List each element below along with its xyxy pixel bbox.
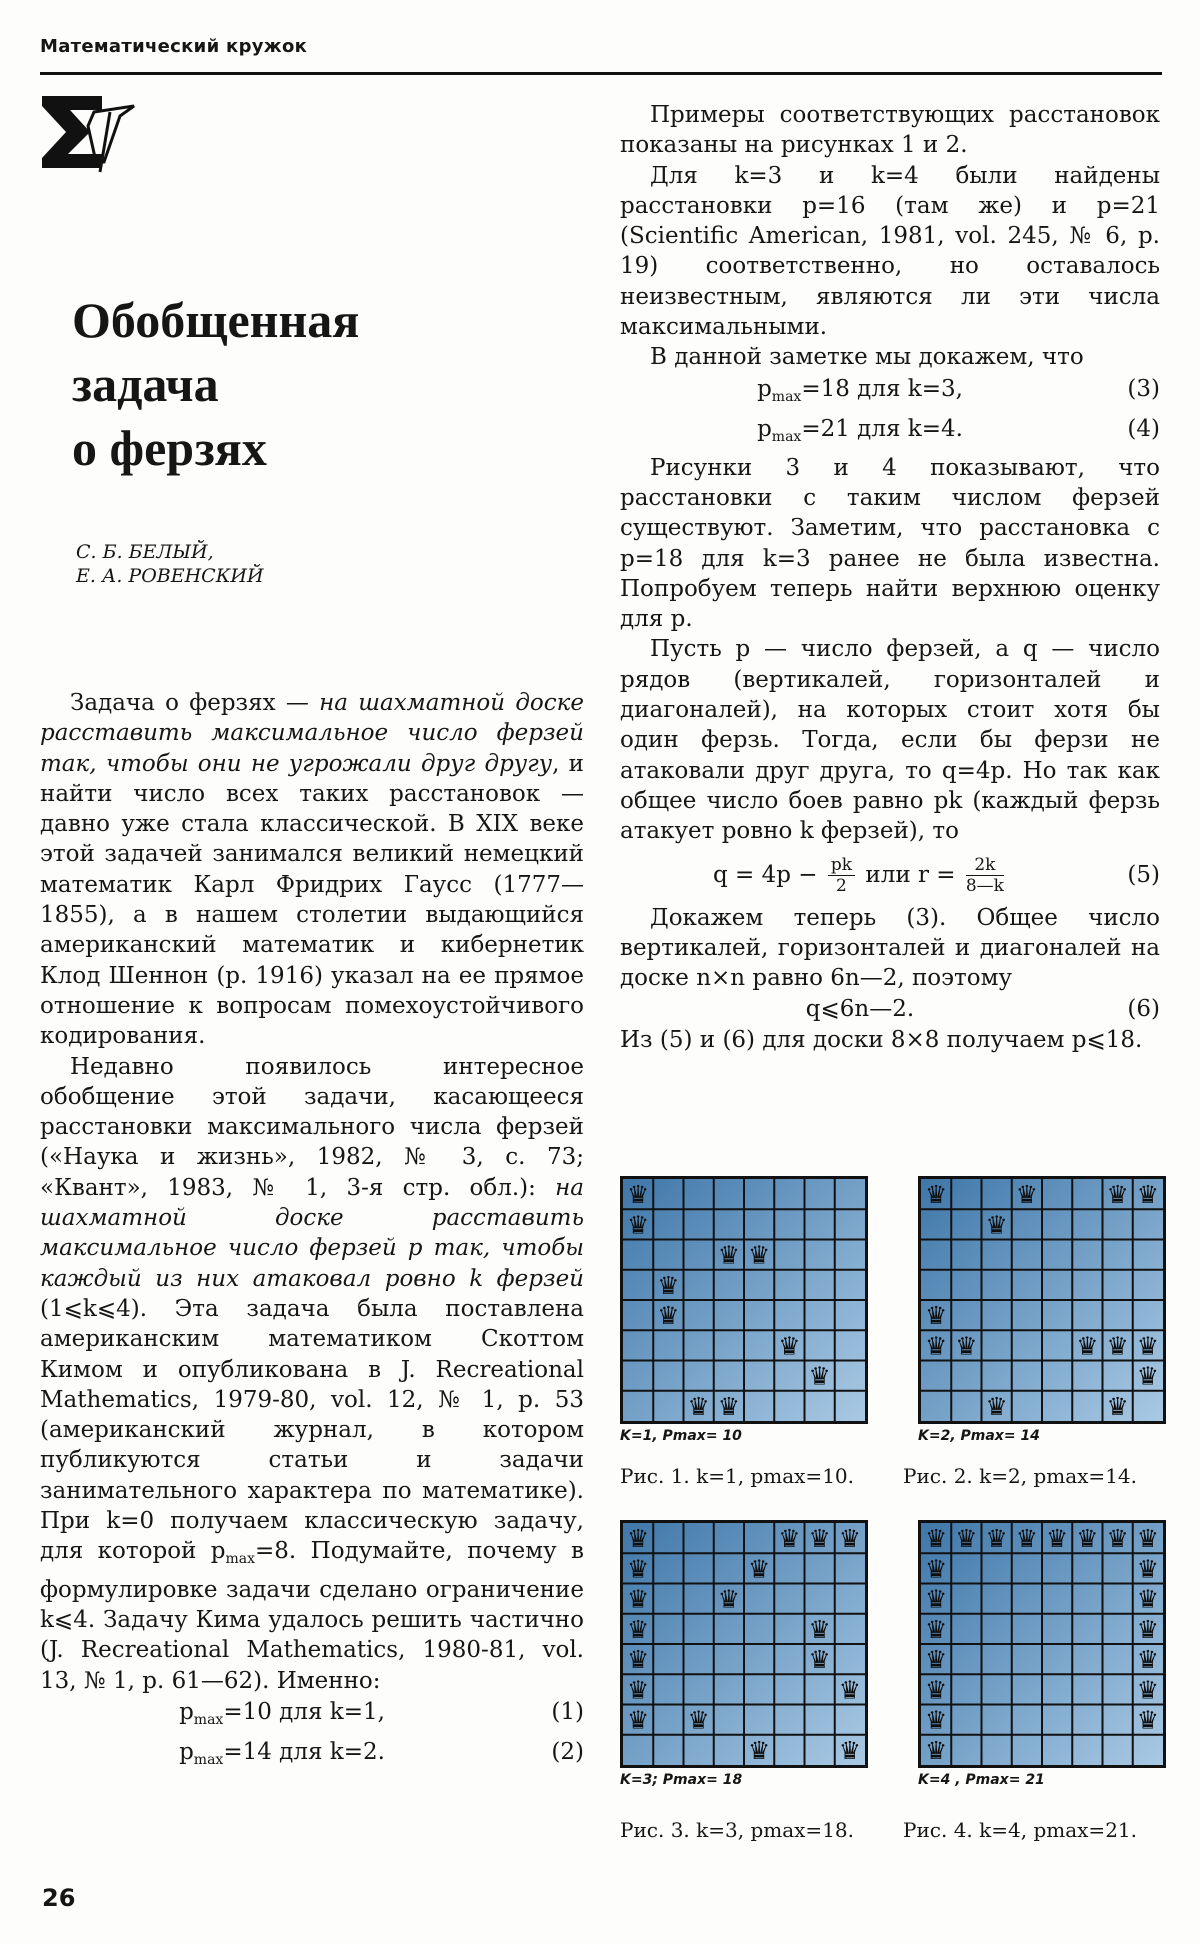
figure-2 [918, 1176, 1166, 1444]
equation-1: $p_{max}=10$ для k=1, (1) [40, 1696, 584, 1736]
figure-3 [620, 1520, 868, 1788]
queen-icon: ♛ [925, 1645, 948, 1675]
figure-3-caption: Рис. 3. k=3, pmax=18. [620, 1818, 854, 1842]
figure-4 [918, 1520, 1166, 1788]
queen-icon: ♛ [1106, 1524, 1129, 1554]
figure-4-caption: Рис. 4. k=4, pmax=21. [903, 1818, 1137, 1842]
queen-icon: ♛ [717, 1391, 740, 1421]
right-column [620, 100, 1160, 1056]
queen-icon: ♛ [627, 1210, 650, 1240]
chessboard [918, 1520, 1166, 1768]
queen-icon: ♛ [955, 1331, 978, 1361]
queen-icon: ♛ [1136, 1554, 1159, 1584]
queen-icon: ♛ [985, 1524, 1008, 1554]
queen-icon: ♛ [925, 1675, 948, 1705]
queen-icon: ♛ [717, 1240, 740, 1270]
paragraph: Из (5) и (6) для доски 8×8 получаем p⩽18. [620, 1027, 1143, 1054]
header-rule [40, 72, 1162, 75]
paragraph: В данной заметке мы докажем, что [650, 344, 1084, 371]
queen-icon: ♛ [627, 1645, 650, 1675]
queen-icon: ♛ [778, 1524, 801, 1554]
queen-icon: ♛ [1046, 1524, 1069, 1554]
equation-5: q = 4p − $\frac{pk}{2}$ или r = $\frac{2k}{8—k}$ (5) [620, 847, 1160, 903]
queen-icon: ♛ [657, 1301, 680, 1331]
equation-3: $p_{max}=18$ для k=3, (3) [620, 373, 1160, 413]
authors [76, 540, 264, 588]
running-header: Математический кружок [40, 36, 308, 57]
queen-icon: ♛ [1076, 1331, 1099, 1361]
queen-icon: ♛ [748, 1554, 771, 1584]
queen-icon: ♛ [808, 1524, 831, 1554]
queen-icon: ♛ [1106, 1180, 1129, 1210]
queen-icon: ♛ [627, 1524, 650, 1554]
queen-icon: ♛ [925, 1614, 948, 1644]
queen-icon: ♛ [838, 1735, 861, 1765]
figure-1-caption: Рис. 1. k=1, pmax=10. [620, 1464, 854, 1488]
title-line: задача [72, 356, 219, 412]
queen-icon: ♛ [838, 1524, 861, 1554]
queen-icon: ♛ [838, 1675, 861, 1705]
figure-2-caption: Рис. 2. k=2, pmax=14. [903, 1464, 1137, 1488]
queen-icon: ♛ [717, 1584, 740, 1614]
title-line: о ферзях [72, 420, 267, 476]
equation-number: (3) [1127, 375, 1160, 402]
board-grid [623, 1179, 865, 1421]
queen-icon: ♛ [1136, 1331, 1159, 1361]
queen-icon: ♛ [627, 1614, 650, 1644]
paragraph: Рисунки 3 и 4 показывают, что расстановки с таким числом ферзей существуют. Заметим, что расстановка с p=18 для k=3 ранее не была известна. Попробуем теперь найти верхнюю оценку для p. [620, 454, 1160, 633]
queen-icon: ♛ [627, 1705, 650, 1735]
equation-4: $p_{max}=21$ для k=4. (4) [620, 413, 1160, 453]
queen-icon: ♛ [1136, 1584, 1159, 1614]
queen-icon: ♛ [1136, 1180, 1159, 1210]
queen-icon: ♛ [925, 1180, 948, 1210]
queen-icon: ♛ [985, 1391, 1008, 1421]
queen-icon: ♛ [748, 1735, 771, 1765]
queen-icon: ♛ [925, 1524, 948, 1554]
queen-icon: ♛ [985, 1210, 1008, 1240]
queen-icon: ♛ [1015, 1180, 1038, 1210]
queen-icon: ♛ [627, 1180, 650, 1210]
queen-icon: ♛ [925, 1301, 948, 1331]
board-label: K=1, Pmax= 10 [620, 1428, 742, 1444]
board-grid [921, 1523, 1163, 1765]
queen-icon: ♛ [627, 1584, 650, 1614]
sigma-logo-icon [40, 92, 136, 176]
queen-icon: ♛ [925, 1554, 948, 1584]
queen-icon: ♛ [1076, 1524, 1099, 1554]
paragraph: Пусть p — число ферзей, а q — число рядов (вертикалей, горизонталей и диагоналей), на которых стоит хотя бы один ферзь. Тогда, если бы ферзи не атаковали друг друга, то q=4p. Но так как общее число боев равно pk (каждый ферзь атакует ровно k ферзей), то [620, 636, 1160, 845]
figure-1 [620, 1176, 868, 1444]
paragraph: Для k=3 и k=4 были найдены расстановки p=16 (там же) и p=21 (Scientific American, 1981, vol. 245, № 6, p. 19) соответственно, но оставалось неизвестным, являются ли эти числа максимальными. [620, 162, 1160, 341]
paragraph: Недавно появилось интересное обобщение этой задачи, касающееся расстановки максимального числа ферзей («Наука и жизнь», 1982, № 3, с. 73; «Квант», 1983, № 1, 3-я стр. обл.): на шахматной доске расставить максимальное число ферзей p так, чтобы каждый из них атаковал ровно k ферзей (1⩽k⩽4). Эта задача была поставлена американским математиком Скоттом Кимом и опубликована в J. Recreational Mathematics, 1979-80, vol. 12, № 1, p. 53 (американский журнал, в котором публикуются статьи и задачи занимательного характера по математике). При k=0 получаем классическую задачу, для которой $p_{max}=8$. Подумайте, почему в формулировке задачи сделано ограничение k⩽4. Задачу Кима удалось решить частично (J. Recreational Mathematics, 1980-81, vol. 13, № 1, p. 61—62). Именно: [40, 1053, 584, 1694]
equation-number: (4) [1127, 415, 1160, 442]
queen-icon: ♛ [925, 1735, 948, 1765]
queen-icon: ♛ [1106, 1331, 1129, 1361]
equation-6: q⩽6n—2. (6) [620, 993, 1160, 1025]
queen-icon: ♛ [955, 1524, 978, 1554]
queen-icon: ♛ [925, 1705, 948, 1735]
author: С. Б. БЕЛЫЙ, [76, 541, 214, 563]
equation-number: (6) [1127, 996, 1160, 1023]
queen-icon: ♛ [778, 1331, 801, 1361]
queen-icon: ♛ [627, 1554, 650, 1584]
board-label: K=3; Pmax= 18 [620, 1772, 743, 1788]
chessboard [918, 1176, 1166, 1424]
board-label: K=4 , Pmax= 21 [918, 1772, 1045, 1788]
board-grid [623, 1523, 865, 1765]
paragraph: Докажем теперь (3). Общее число вертикалей, горизонталей и диагоналей на доске n×n равно 6n—2, поэтому [620, 904, 1160, 992]
queen-icon: ♛ [687, 1391, 710, 1421]
chessboard [620, 1520, 868, 1768]
queen-icon: ♛ [748, 1240, 771, 1270]
equation-number: (5) [1127, 861, 1160, 888]
board-grid [921, 1179, 1163, 1421]
title-line: Обобщенная [72, 292, 360, 348]
queen-icon: ♛ [925, 1584, 948, 1614]
equation-2: $p_{max}=14$ для k=2. (2) [40, 1736, 584, 1776]
paragraph: Задача о ферзях — на шахматной доске расставить максимальное число ферзей так, чтобы они не угрожали друг другу, и найти число всех таких расстановок — давно уже стала классической. В XIX веке этой задачей занимался великий немецкий математик Карл Фридрих Гаусс (1777—1855), а в нашем столетии выдающийся американский математик и кибернетик Клод Шеннон (р. 1916) указал на ее прямое отношение к вопросам помехоустойчивого кодирования. [40, 690, 585, 1050]
queen-icon: ♛ [1015, 1524, 1038, 1554]
queen-icon: ♛ [627, 1675, 650, 1705]
queen-icon: ♛ [1136, 1675, 1159, 1705]
board-label: K=2, Pmax= 14 [918, 1428, 1040, 1444]
queen-icon: ♛ [1136, 1524, 1159, 1554]
queen-icon: ♛ [808, 1645, 831, 1675]
queen-icon: ♛ [925, 1331, 948, 1361]
equation-number: (1) [551, 1698, 584, 1725]
equation-number: (2) [551, 1738, 584, 1765]
article-title [72, 288, 359, 480]
author: Е. А. РОВЕНСКИЙ [76, 565, 264, 587]
queen-icon: ♛ [1136, 1614, 1159, 1644]
page-number: 26 [42, 1884, 76, 1912]
chessboard [620, 1176, 868, 1424]
queen-icon: ♛ [808, 1614, 831, 1644]
queen-icon: ♛ [687, 1705, 710, 1735]
queen-icon: ♛ [657, 1270, 680, 1300]
queen-icon: ♛ [808, 1361, 831, 1391]
queen-icon: ♛ [1136, 1645, 1159, 1675]
queen-icon: ♛ [1106, 1391, 1129, 1421]
queen-icon: ♛ [1136, 1705, 1159, 1735]
queen-icon: ♛ [1136, 1361, 1159, 1391]
paragraph: Примеры соответствующих расстановок показаны на рисунках 1 и 2. [620, 102, 1160, 159]
left-column [40, 688, 584, 1776]
